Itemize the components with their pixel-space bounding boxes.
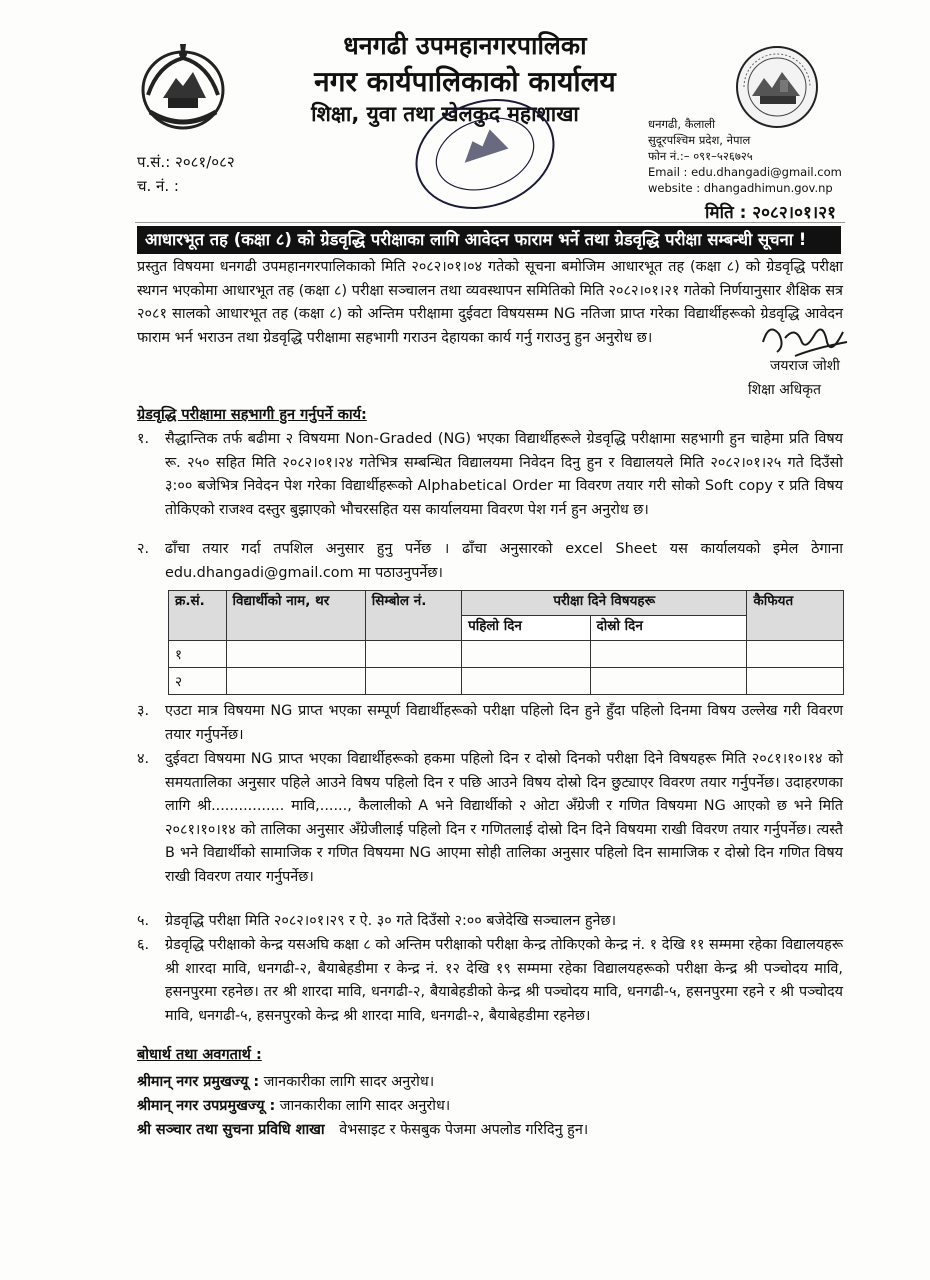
list-item (137, 538, 843, 585)
address-line-2: सुदूरपश्चिम प्रदेश, नेपाल (648, 133, 751, 147)
municipality-name: धनगढी उपमहानगरपालिका (343, 31, 587, 60)
letter-date: मिति : २०८२।०१।२१ (705, 203, 836, 223)
office-stamp-icon (405, 92, 565, 217)
list-item (137, 910, 843, 934)
table-cell (462, 641, 590, 668)
cc-recipient: श्री सञ्चार तथा सुचना प्रविधि शाखा (137, 1122, 325, 1138)
table-cell (226, 668, 365, 695)
table-cell (365, 641, 461, 668)
list-item (137, 700, 843, 747)
table-cell (747, 641, 844, 668)
notice-title: आधारभूत तह (कक्षा ८) को ग्रेडवृद्धि परीक्षाका लागि आवेदन फाराम भर्ने तथा ग्रेडवृद्धि परीक्षा सम्बन्धी सूचना ! (137, 226, 841, 254)
list-item (137, 934, 843, 1028)
table-cell (365, 668, 461, 695)
col-header-sn: क्र.सं. (169, 591, 227, 641)
list-item (137, 428, 843, 522)
cc-line (137, 1096, 450, 1115)
website-address: website : dhangadhimun.gov.np (648, 181, 833, 195)
cc-recipient: श्रीमान् नगर प्रमुखज्यू : (137, 1074, 260, 1090)
cc-heading: बोधार्थ तथा अवगतार्थ : (137, 1047, 262, 1063)
table-cell (590, 668, 747, 695)
table-cell (226, 641, 365, 668)
cc-line (137, 1120, 588, 1139)
reference-number: प.सं.: २०८१/०८२ (137, 153, 235, 171)
list-item-number: ५. (137, 913, 150, 929)
col-header-day1: पहिलो दिन (462, 616, 590, 641)
col-header-symbol: सिम्बोल नं. (365, 591, 461, 641)
list-item-number: ६. (137, 937, 150, 953)
table-row (169, 668, 844, 695)
address-block (648, 116, 848, 196)
signer-title: शिक्षा अधिकृत (748, 382, 821, 398)
cc-note: जानकारीका लागि सादर अनुरोध। (263, 1074, 435, 1090)
col-header-name: विद्यार्थीको नाम, थर (226, 591, 365, 641)
phone-number: फोन नं.:– ०९१–५२६७२५ (648, 149, 753, 163)
list-item-text: सैद्धान्तिक तर्फ बढीमा २ विषयमा Non-Graded (NG) भएका विद्यार्थीहरूले ग्रेडवृद्धि परीक्षामा सहभागी हुन चाहेमा प्रति विषय रू. २५० सहित मिति २०८२।०१।२४ गतेभित्र सम्बन्धित विद्यालयमा निवेदन दिनु हुन र विद्यालयले मिति २०८२।०१।२५ गते दिउँसो ३:०० बजेभित्र निवेदन पेश गरेका विद्यार्थीहरूको Alphabetical Order मा विवरण तयार गरी सोको Soft copy र प्रति विषय तोकिएको राजश्व दस्तुर बुझाएको भौचरसहित यस कार्यालयमा विवरण पेश गर्न हुन अनुरोध छ। (165, 431, 843, 518)
table-cell (747, 668, 844, 695)
table-cell-sn: २ (169, 668, 227, 695)
tasks-heading: ग्रेडवृद्धि परीक्षामा सहभागी हुन गर्नुपर्ने कार्य: (137, 407, 367, 423)
list-item-text: ग्रेडवृद्धि परीक्षा मिति २०८२।०१।२९ र ऐ. ३० गते दिउँसो २:०० बजेदेखि सञ्चालन हुनेछ। (165, 913, 617, 929)
list-item-text: एउटा मात्र विषयमा NG प्राप्त भएका सम्पूर्ण विद्यार्थीहरूको परीक्षा पहिलो दिन हुने हुँदा पहिलो दिनमा विषय उल्लेख गरी विवरण तयार गर्नुपर्नेछ। (165, 703, 843, 743)
address-line-1: धनगढी, कैलाली (648, 117, 716, 131)
list-item (137, 748, 843, 889)
list-item-text: दुईवटा विषयमा NG प्राप्त भएका विद्यार्थीहरूको हकमा पहिलो दिन र दोस्रो दिनको परीक्षा दिने विषयहरू मिति २०८१।१०।१४ को समयतालिका अनुसार पहिले आउने विषय पहिलो दिन र पछि आउने विषय दोस्रो दिन छुट्याएर विवरण तयार गर्नुपर्नेछ। उदाहरणका लागि श्री................ मावि,......, कैलालीको A भने विद्यार्थीको २ ओटा अँग्रेजी र गणित विषयमा NG आएको छ भने मिति २०८१।१०।१४ को तालिका अनुसार अँग्रेजीलाई पहिलो दिन र गणितलाई दोस्रो दिन दिने विषयमा राखी विवरण तयार गर्नुपर्नेछ। त्यस्तै B भने विद्यार्थीको सामाजिक र गणित विषयमा NG आएमा सोही तालिका अनुसार पहिलो दिन सामाजिक र दोस्रो दिन गणित विषय राखी विवरण तयार गर्नुपर्नेछ। (165, 751, 843, 885)
table-cell (590, 641, 747, 668)
list-item-text: ढाँचा तयार गर्दा तपशिल अनुसार हुनु पर्नेछ । ढाँचा अनुसारको excel Sheet यस कार्यालयको इमेल ठेगाना edu.dhangadi@gmail.com मा पठाउनुपर्नेछ। (165, 541, 843, 581)
office-name: नगर कार्यपालिकाको कार्यालय (314, 65, 616, 98)
list-item-number: २. (137, 541, 150, 557)
cc-line (137, 1072, 434, 1091)
header-divider (135, 222, 845, 223)
col-header-subjects: परीक्षा दिने विषयहरू (462, 591, 747, 616)
signer-name: जयराज जोशी (770, 358, 840, 374)
list-item-number: १. (137, 431, 150, 447)
col-header-day2: दोस्रो दिन (590, 616, 747, 641)
list-item-number: ३. (137, 703, 150, 719)
table-row (169, 641, 844, 668)
table-cell-sn: १ (169, 641, 227, 668)
list-item-text: ग्रेडवृद्धि परीक्षाको केन्द्र यसअघि कक्षा ८ को अन्तिम परीक्षाको परीक्षा केन्द्र तोकिएको केन्द्र नं. १ देखि ११ सम्ममा रहेका विद्यालयहरू श्री शारदा मावि, धनगढी-२, बैयाबेहडीमा र केन्द्र नं. १२ देखि १९ सम्ममा रहेका विद्यालयहरूको परीक्षा केन्द्र श्री पञ्चोदय मावि, हसनपुरमा रहनेछ। तर श्री शारदा मावि, धनगढी-२, बैयाबेहडीको केन्द्र श्री पञ्चोदय मावि, धनगढी-५, हसनपुरमा रहने र श्री पञ्चोदय मावि, धनगढी-५, हसनपुरको केन्द्र श्री शारदा मावि, धनगढी-२, बैयाबेहडीमा रहनेछ। (165, 937, 843, 1024)
cc-note: वेभसाइट र फेसबुक पेजमा अपलोड गरिदिनु हुन। (339, 1122, 589, 1138)
dispatch-number: च. नं. : (137, 177, 179, 195)
cc-note: जानकारीका लागि सादर अनुरोध। (279, 1098, 451, 1114)
student-details-table (168, 590, 844, 695)
list-item-number: ४. (137, 751, 150, 767)
email-address: Email : edu.dhangadi@gmail.com (648, 165, 842, 179)
cc-recipient: श्रीमान् नगर उपप्रमुखज्यू : (137, 1098, 276, 1114)
col-header-remarks: कैफियत (747, 591, 844, 641)
department-name: शिक्षा, युवा तथा खेलकुद महाशाखा (311, 102, 579, 126)
table-cell (462, 668, 590, 695)
intro-paragraph: प्रस्तुत विषयमा धनगढी उपमहानगरपालिकाको मिति २०८२।०१।०४ गतेको सूचना बमोजिम आधारभूत तह (कक्षा ८) को ग्रेडवृद्धि परीक्षा स्थगन भएकोमा आधारभूत तह (कक्षा ८) परीक्षा सञ्चालन तथा व्यवस्थापन समितिको मिति २०८२।०१।२१ गतेको निर्णयानुसार शैक्षिक सत्र २०८१ सालको आधारभूत तह (कक्षा ८) को अन्तिम परीक्षामा दुईवटा विषयसम्म NG नतिजा प्राप्त गरेका विद्यार्थीहरूको ग्रेडवृद्धि आवेदन फाराम भर्न भराउन तथा ग्रेडवृद्धि परीक्षामा सहभागी गराउन देहायका कार्य गर्नु गराउनु हुन अनुरोध छ। (137, 259, 843, 346)
